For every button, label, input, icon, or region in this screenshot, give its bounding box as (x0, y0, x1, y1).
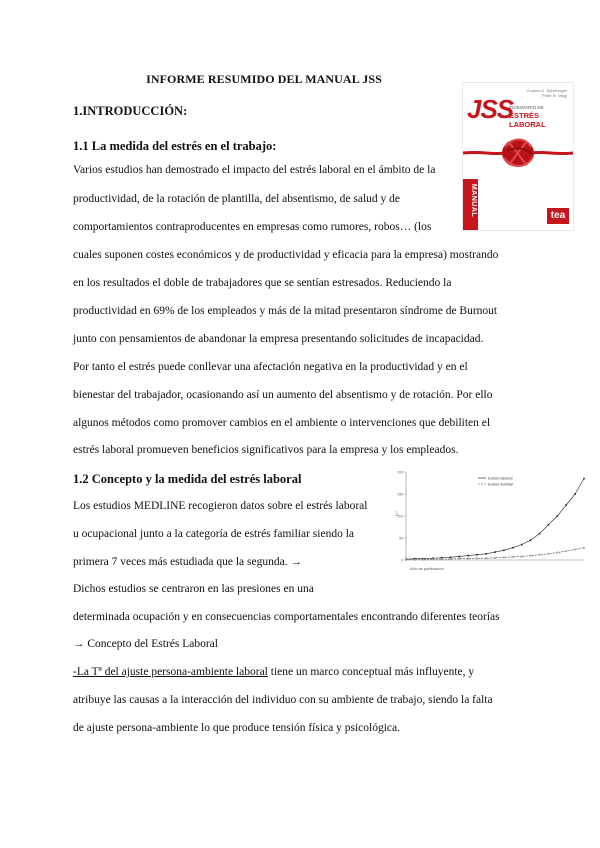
data-point (539, 533, 541, 535)
section-heading-medida-estres: 1.1 La medida del estrés en el trabajo: (73, 139, 277, 153)
paragraph-line: Por tanto el estrés puede conllevar una afectación negativa en la productividad y en el (73, 361, 468, 373)
data-point (459, 558, 461, 560)
theory-rest: tiene un marco conceptual más influyente, y (267, 666, 475, 678)
data-point (512, 547, 514, 549)
data-point (557, 515, 559, 517)
y-tick-label: 150 (397, 492, 403, 497)
legend-label: Estrés laboral (488, 475, 513, 481)
y-tick-label: 200 (397, 470, 403, 475)
data-point (548, 553, 550, 555)
cover-authors (527, 88, 567, 98)
y-axis-label: N.º (395, 511, 399, 516)
data-point (468, 558, 470, 560)
section-heading-introduccion: 1.INTRODUCCIÓN: (73, 104, 188, 118)
paragraph-line: productividad en 69% de los empleados y más de la mitad presentaron síndrome de Burnout (73, 305, 498, 317)
data-point (565, 504, 567, 506)
publications-line-chart (386, 466, 588, 576)
paragraph-line: productividad, de la rotación de plantilla, del absentismo, de salud y de (73, 193, 401, 205)
cover-spine-label: MANUAL (470, 183, 478, 218)
series-line-1 (406, 479, 584, 560)
data-point (583, 478, 585, 480)
paragraph-line: Varios estudios han demostrado el impacto del estrés laboral en el ámbito de la (73, 164, 436, 176)
y-tick-label: 100 (397, 514, 403, 519)
data-point (503, 550, 505, 552)
data-point (476, 557, 478, 559)
theory-line (73, 666, 474, 678)
paragraph-line: algunos métodos como promover cambios en el ambiente o intervenciones que debiliten el (73, 417, 491, 429)
section-heading-concepto: 1.2 Concepto y la medida del estrés laboral (73, 472, 302, 486)
data-point (530, 539, 532, 541)
paragraph-line: determinada ocupación y en consecuencias comportamentales encontrando diferentes teorías (73, 611, 500, 623)
data-point (405, 559, 407, 561)
paragraph-line: de ajuste persona-ambiente lo que produce tensión física y psicológica. (73, 722, 401, 734)
cover-author-2: Peter R. Vagg (542, 93, 567, 98)
data-point (414, 559, 416, 561)
publisher-logo: tea (547, 208, 569, 224)
paragraph-line: u ocupacional junto a la categoría de estrés familiar siendo la (73, 528, 354, 540)
data-point (574, 549, 576, 551)
data-point (423, 559, 425, 561)
manual-cover-image (462, 82, 574, 231)
y-tick-label: 0 (401, 558, 403, 563)
legend-label: Estrés familiar (488, 481, 514, 487)
cover-subtitle-small: INVENTARIO DE (509, 105, 544, 110)
y-tick-label: 50 (399, 536, 403, 541)
paragraph-line: primera 7 veces más estudiada que la segunda. → (73, 556, 302, 568)
cover-subtitle: ESTRÉS LABORAL (509, 111, 546, 129)
data-point (574, 493, 576, 495)
document-title: INFORME RESUMIDO DEL MANUAL JSS (146, 72, 382, 86)
paragraph-line: junto con pensamientos de abandonar la empresa presentando solicitudes de incapacidad. (73, 333, 484, 345)
data-point (512, 556, 514, 558)
data-point (432, 558, 434, 560)
paragraph-line: comportamientos contraproducentes en empresas como rumores, robos… (los (73, 221, 432, 233)
paragraph-line: en los resultados el doble de trabajadores que se sentían estresados. Reduciendo la (73, 277, 452, 289)
x-axis-label: Año de publicación (410, 566, 444, 571)
paragraph-line: bienestar del trabajador, ocasionando así un aumento del absentismo y de rotación. Por ello (73, 389, 493, 401)
data-point (539, 554, 541, 556)
data-point (468, 555, 470, 557)
paragraph-line: → Concepto del Estrés Laboral (73, 638, 218, 650)
paragraph-line: atribuye las causas a la interacción del individuo con su ambiente de trabajo, siendo la falta (73, 694, 493, 706)
data-point (503, 557, 505, 559)
data-point (476, 554, 478, 556)
data-point (565, 550, 567, 552)
theory-underlined: -La Tª del ajuste persona-ambiente laboral (73, 666, 268, 678)
data-point (583, 547, 585, 549)
data-point (494, 551, 496, 553)
paragraph-line: cuales suponen costes económicos y de productividad y eficacia para la empresa) mostrando (73, 249, 499, 261)
paragraph-line: Los estudios MEDLINE recogieron datos sobre el estrés laboral (73, 500, 368, 512)
data-point (557, 552, 559, 554)
cover-logo: JSS (467, 94, 514, 124)
data-point (459, 556, 461, 558)
data-point (494, 557, 496, 559)
data-point (548, 524, 550, 526)
cover-author-1: Charles D. Spielberger (526, 88, 567, 93)
data-point (521, 556, 523, 558)
data-point (530, 555, 532, 557)
data-point (450, 557, 452, 559)
data-point (485, 553, 487, 555)
data-point (485, 557, 487, 559)
data-point (521, 544, 523, 546)
paragraph-line: estrés laboral promueven beneficios significativos para la empresa y los empleados. (73, 444, 459, 456)
paragraph-line: Dichos estudios se centraron en las presiones en una (73, 583, 314, 595)
data-point (441, 558, 443, 560)
rope-knot-icon (463, 123, 573, 183)
data-point (450, 558, 452, 560)
